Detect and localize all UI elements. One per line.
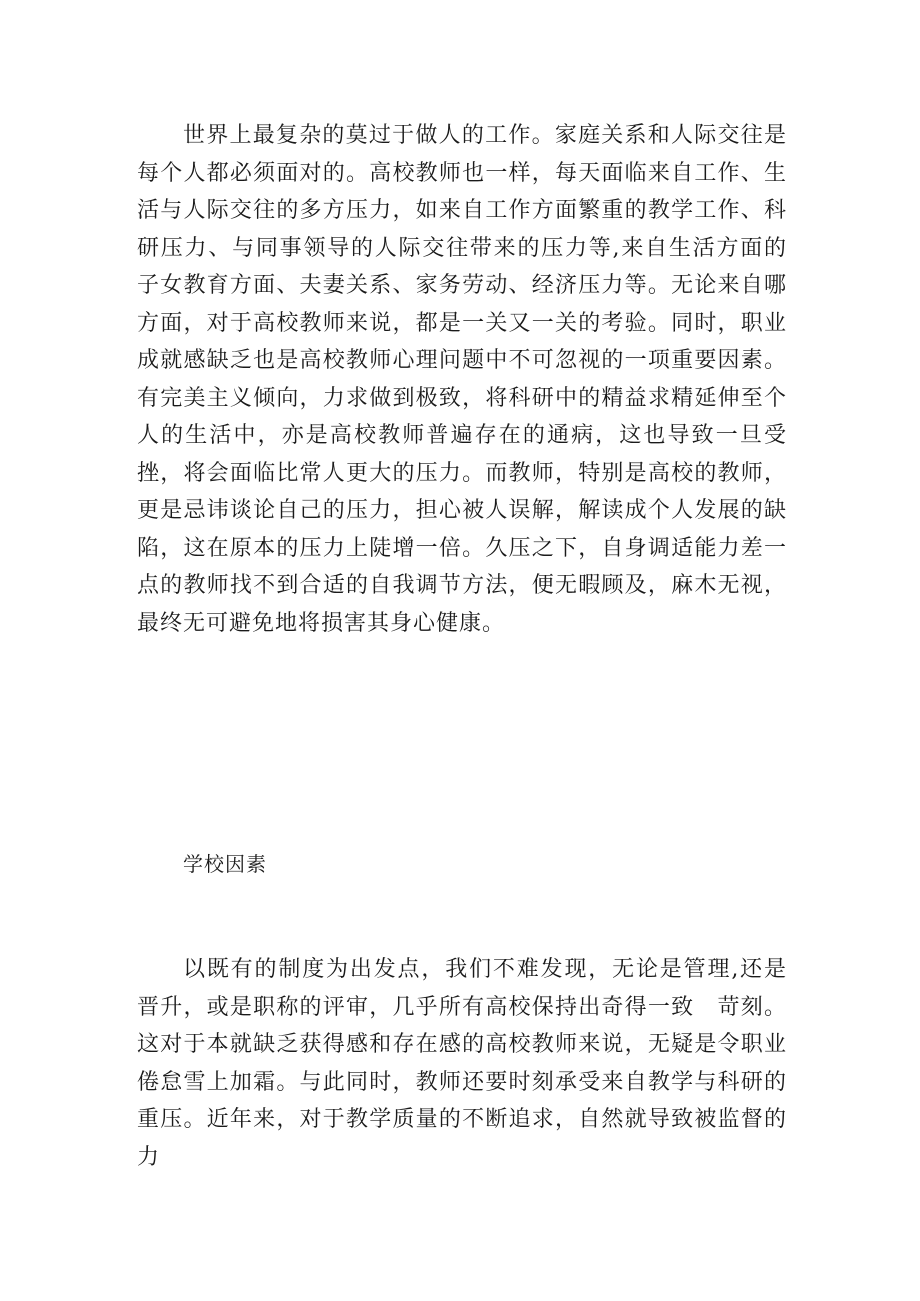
body-paragraph: 世界上最复杂的莫过于做人的工作。家庭关系和人际交往是每个人都必须面对的。高校教师也一样，每天面临来自工作、生活与人际交往的多方压力，如来自工作方面繁重的教学工作、科研压力、与同事领导的人际交往带来的压力等,来自生活方面的子女教育方面、夫妻关系、家务劳动、经济压力等。无论来自哪方面，对于高校教师来说，都是一关又一关的考验。同时，职业成就感缺乏也是高校教师心理问题中不可忽视的一项重要因素。有完美主义倾向，力求做到极致，将科研中的精益求精延伸至个人的生活中，亦是高校教师普遍存在的通病，这也导致一旦受挫，将会面临比常人更大的压力。而教师，特别是高校的教师，更是忌讳谈论自己的压力，担心被人误解，解读成个人发展的缺陷，这在原本的压力上陡增一倍。久压之下，自身调适能力差一点的教师找不到合适的自我调节方法，便无暇顾及，麻木无视，最终无可避免地将损害其身心健康。	[137, 123, 787, 636]
section-heading: 学校因素	[183, 852, 267, 876]
body-paragraph: 以既有的制度为出发点，我们不难发现，无论是管理,还是晋升，或是职称的评审，几乎所有高校保持出奇得一致 苛刻。这对于本就缺乏获得感和存在感的高校教师来说，无疑是令职业倦怠雪上加霜。与此同时，教师还要时刻承受来自教学与科研的重压。近年来，对于教学质量的不断追求，自然就导致被监督的力	[137, 957, 787, 1170]
